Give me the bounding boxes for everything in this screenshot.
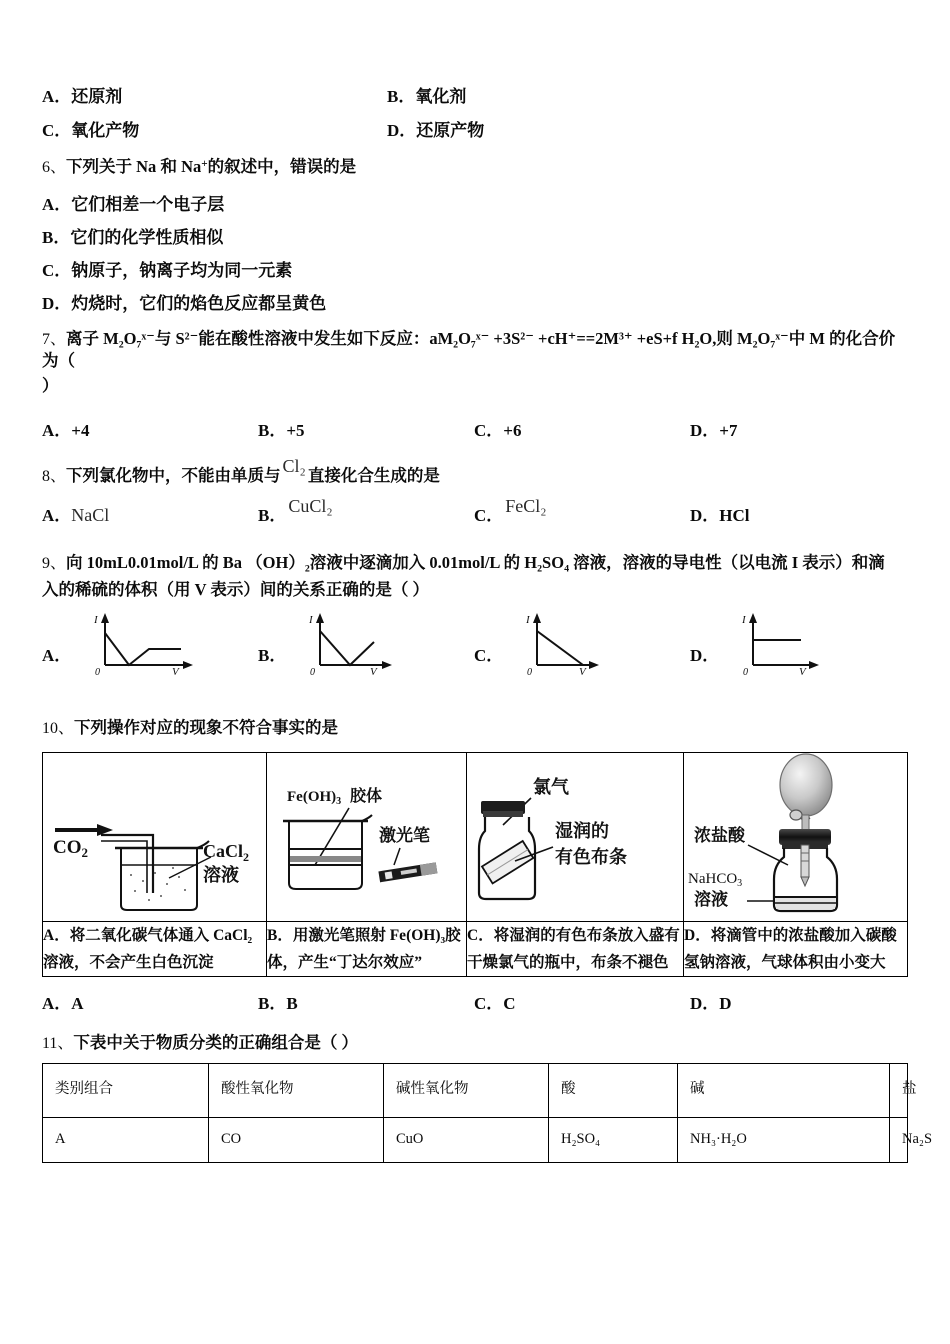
- q10-description-b-text: 用激光笔照射 Fe(OH)₃胶体，产生“丁达尔效应”: [267, 926, 461, 971]
- q8-option-d-formula: HCl: [719, 506, 750, 526]
- q7-stem-line-1: [42, 328, 908, 373]
- q8-option-b-label: B．: [258, 506, 287, 526]
- q10-answer-b-label: B．: [258, 994, 287, 1014]
- q10-answer-a[interactable]: [42, 989, 258, 1014]
- q7-option-a-label: A．: [42, 420, 72, 440]
- q7-option-b-label: B．: [258, 420, 287, 440]
- q5-option-a-label: A．: [42, 87, 72, 106]
- svg-text:CaCl2: CaCl$_2$: [203, 840, 249, 864]
- q8-option-c-formula: FeCl₂: [505, 496, 547, 517]
- q9-option-b[interactable]: [258, 609, 474, 675]
- co2-into-cacl2-beaker-icon: [43, 753, 265, 921]
- svg-text:NaHCO3: NaHCO$_3$: [688, 870, 743, 889]
- q11-header-0: 类别组合: [43, 1063, 209, 1117]
- q11-data-row: [43, 1117, 908, 1162]
- q11-cell-0-0: A: [43, 1117, 209, 1162]
- q11-header-5: 盐: [890, 1063, 908, 1117]
- q10-answer-c-label: C．: [474, 994, 504, 1014]
- q8-option-d-label: D．: [690, 506, 720, 526]
- q10-description-c: [467, 921, 684, 976]
- q8-options: [42, 496, 908, 526]
- q11-stem-text: 下表中关于物质分类的正确组合是（ ）: [73, 1033, 359, 1053]
- svg-text:V: V: [370, 666, 378, 676]
- q6-option-a-label: A．: [42, 194, 72, 214]
- q6-stem-na: Na: [136, 157, 157, 176]
- q10-answer-d-label: D．: [690, 994, 720, 1014]
- q10-stem: [42, 717, 908, 740]
- q6-option-c[interactable]: [42, 262, 908, 279]
- page-content: [42, 87, 933, 1163]
- q9-graph-c: [509, 609, 639, 675]
- q6-option-c-text: 钠原子，钠离子均为同一元素: [71, 260, 293, 280]
- q9-graph-options: [42, 609, 908, 675]
- q11-header-3: 酸: [549, 1063, 678, 1117]
- q10-answer-c[interactable]: [474, 989, 690, 1014]
- q9-graph-b: [292, 609, 422, 675]
- q9-option-d[interactable]: [690, 609, 906, 675]
- q10-diagram-cell-b: [267, 752, 467, 921]
- q10-answer-d-text: D: [719, 994, 732, 1014]
- q10-stem-text: 下列操作对应的现象不符合事实的是: [74, 718, 339, 738]
- q6-stem-na-sup: +: [201, 157, 208, 170]
- q5-option-b-text: 氧化剂: [415, 87, 467, 106]
- q6-number: 6、: [42, 159, 67, 176]
- q5-option-c-text: 氧化产物: [71, 121, 140, 140]
- q5-option-d-text: 还原产物: [416, 121, 485, 140]
- q11-header-row: [43, 1063, 908, 1117]
- q6-stem-mid: 和: [156, 157, 182, 176]
- q7-option-b[interactable]: [258, 416, 474, 441]
- q10-description-a: [43, 921, 267, 976]
- q6-stem-pre: 下列关于: [66, 157, 137, 176]
- q8-stem: [42, 455, 908, 488]
- q7-option-c[interactable]: [474, 416, 690, 441]
- q6-stem: [42, 156, 908, 179]
- q5-option-d-label: D．: [387, 121, 417, 140]
- svg-text:I: I: [94, 614, 98, 627]
- q9-option-d-label: D．: [690, 645, 720, 665]
- q7-stem-text: 离子 M₂O₇ˣ⁻与 S²⁻能在酸性溶液中发生如下反应：aM₂O₇ˣ⁻ +3S²⁻ +cH⁺==2M³⁺ +eS+f H₂O,则 M₂O₇ˣ⁻中 M 的化合价为（: [42, 328, 896, 371]
- q10-description-b-label: B．: [267, 926, 293, 944]
- q7-stem-line-2: ）: [42, 376, 59, 396]
- q5-option-a[interactable]: [42, 88, 387, 105]
- q9-option-a-label: A．: [42, 645, 72, 665]
- q11-stem: [42, 1032, 908, 1055]
- svg-text:溶液: 溶液: [203, 864, 239, 885]
- q9-stem-line-2: 入的稀硫的体积（用 V 表示）间的关系正确的是（ ）: [42, 579, 429, 599]
- q9-stem-line-1: [42, 552, 908, 575]
- q6-option-a-text: 它们相差一个电子层: [71, 194, 225, 214]
- q5-option-c[interactable]: [42, 122, 387, 139]
- q7-options: [42, 416, 908, 441]
- svg-text:I: I: [742, 614, 746, 627]
- q6-option-c-label: C．: [42, 260, 72, 280]
- q9-option-c[interactable]: [474, 609, 690, 675]
- q8-option-a-label: A．: [42, 506, 72, 526]
- svg-text:激光笔: 激光笔: [379, 825, 430, 845]
- q7-option-c-text: +6: [503, 420, 522, 440]
- svg-text:I: I: [309, 614, 314, 627]
- q10-answer-c-text: C: [503, 994, 516, 1014]
- svg-text:0: 0: [95, 667, 101, 676]
- svg-text:V: V: [799, 666, 807, 676]
- q8-option-b[interactable]: [258, 496, 474, 526]
- q10-description-d: [684, 921, 908, 976]
- svg-text:溶液: 溶液: [694, 889, 728, 909]
- q5-option-d[interactable]: [387, 122, 484, 139]
- svg-text:I: I: [526, 614, 530, 627]
- q7-option-a[interactable]: [42, 416, 258, 441]
- q10-description-c-label: C．: [467, 926, 494, 944]
- q11-cell-0-3: H₂SO₄: [549, 1117, 678, 1162]
- svg-text:CO2: $CO_2$: [53, 836, 88, 860]
- q11-cell-0-1: CO: [209, 1117, 384, 1162]
- q10-description-d-label: D．: [684, 926, 711, 944]
- q8-option-c-label: C．: [474, 506, 504, 526]
- q5-option-b[interactable]: [387, 88, 466, 105]
- q11-cell-0-4: NH₃·H₂O: [678, 1117, 890, 1162]
- q11-cell-0-5: Na₂S: [890, 1117, 908, 1162]
- q11-cell-0-2: CuO: [384, 1117, 549, 1162]
- q10-description-a-text: 将二氧化碳气体通入 CaCl₂溶液，不会产生白色沉淀: [43, 926, 253, 971]
- q8-option-a-formula: NaCl: [71, 505, 110, 526]
- q6-stem-post: 的叙述中，错误的是: [207, 157, 357, 176]
- q9-option-c-label: C．: [474, 645, 504, 665]
- q10-description-c-text: 将湿润的有色布条放入盛有干燥氯气的瓶中，布条不褪色: [467, 926, 680, 971]
- svg-text:氯气: 氯气: [533, 776, 569, 797]
- q7-option-d-label: D．: [690, 420, 720, 440]
- q6-stem-na-ion: Na: [181, 157, 202, 176]
- q11-header-4: 碱: [678, 1063, 890, 1117]
- q9-stem-text: 向 10mL0.01mol/L 的 Ba （OH）₂溶液中逐滴加入 0.01mol/L 的 H₂SO₄ 溶液，溶液的导电性（以电流 I 表示）和滴: [66, 553, 885, 573]
- svg-text:V: V: [172, 666, 180, 676]
- q9-number: 9、: [42, 555, 67, 573]
- svg-text:胶体: 胶体: [350, 787, 383, 805]
- q10-diagram-row: [43, 752, 908, 921]
- q10-answer-b-text: B: [286, 994, 298, 1014]
- q5-options-row-2: [42, 122, 908, 139]
- q11-table: [42, 1063, 933, 1163]
- q11-header-1: 酸性氧化物: [209, 1063, 384, 1117]
- q10-answer-d[interactable]: [690, 989, 906, 1014]
- q6-option-d[interactable]: [42, 295, 908, 312]
- q10-number: 10、: [42, 720, 75, 738]
- q8-stem-formula: Cl₂: [282, 455, 306, 476]
- feoh3-colloid-laser-icon: [267, 753, 465, 921]
- q5-option-b-label: B．: [387, 87, 416, 106]
- q5-option-c-label: C．: [42, 121, 72, 140]
- q10-answer-a-label: A．: [42, 994, 72, 1014]
- q7-option-d-text: +7: [719, 420, 738, 440]
- svg-text:0: 0: [743, 667, 749, 676]
- q6-option-b-label: B．: [42, 227, 71, 247]
- q8-number: 8、: [42, 467, 67, 485]
- q8-stem-pre: 下列氯化物中，不能由单质与: [66, 465, 281, 485]
- q8-option-b-formula: CuCl₂: [288, 496, 333, 517]
- q8-option-d[interactable]: [690, 501, 906, 526]
- q6-option-d-text: 灼烧时，它们的焰色反应都呈黄色: [71, 293, 327, 313]
- svg-text:Fe(OH)3: $Fe(OH)_3$: [287, 788, 342, 807]
- chlorine-gas-bottle-cloth-icon: [467, 753, 682, 921]
- q9-option-b-label: B．: [258, 645, 287, 665]
- q6-options: [42, 196, 908, 312]
- svg-text:0: 0: [310, 667, 316, 676]
- q7-option-c-label: C．: [474, 420, 504, 440]
- q7-option-d[interactable]: [690, 416, 906, 441]
- q10-description-row: [43, 921, 908, 976]
- svg-text:有色布条: 有色布条: [555, 846, 627, 867]
- q8-option-a[interactable]: [42, 501, 258, 526]
- q10-table: [42, 752, 908, 977]
- q7-number: 7、: [42, 330, 67, 348]
- q10-answer-options: [42, 989, 908, 1014]
- q11-header-2: 碱性氧化物: [384, 1063, 549, 1117]
- q9-graph-d: [725, 609, 855, 675]
- q5-options-row-1: [42, 88, 908, 105]
- q8-option-c[interactable]: [474, 496, 690, 526]
- svg-text:浓盐酸: 浓盐酸: [694, 825, 745, 845]
- q10-diagram-cell-a: [43, 752, 267, 921]
- q10-answer-b[interactable]: [258, 989, 474, 1014]
- q6-option-a[interactable]: [42, 196, 908, 213]
- q6-option-b[interactable]: [42, 229, 908, 246]
- q10-description-d-text: 将滴管中的浓盐酸加入碳酸氢钠溶液，气球体积由小变大: [684, 926, 897, 971]
- svg-text:湿润的: 湿润的: [555, 820, 609, 841]
- q10-description-b: [267, 921, 467, 976]
- q6-option-b-text: 它们的化学性质相似: [70, 227, 224, 247]
- q5-option-a-text: 还原剂: [71, 87, 123, 106]
- q10-diagram-cell-c: [467, 752, 684, 921]
- q10-answer-a-text: A: [71, 994, 84, 1014]
- q10-diagram-cell-d: [684, 752, 908, 921]
- q10-description-a-label: A．: [43, 926, 70, 944]
- q11-number: 11、: [42, 1035, 74, 1053]
- q7-option-a-text: +4: [71, 420, 90, 440]
- q6-option-d-label: D．: [42, 293, 72, 313]
- svg-text:V: V: [579, 666, 587, 676]
- q8-stem-post: 直接化合生成的是: [307, 465, 440, 485]
- q7-option-b-text: +5: [286, 420, 305, 440]
- q9-option-a[interactable]: [42, 609, 258, 675]
- svg-text:0: 0: [527, 667, 533, 676]
- nahco3-balloon-bottle-icon: [684, 753, 909, 921]
- q9-graph-a: [77, 609, 207, 675]
